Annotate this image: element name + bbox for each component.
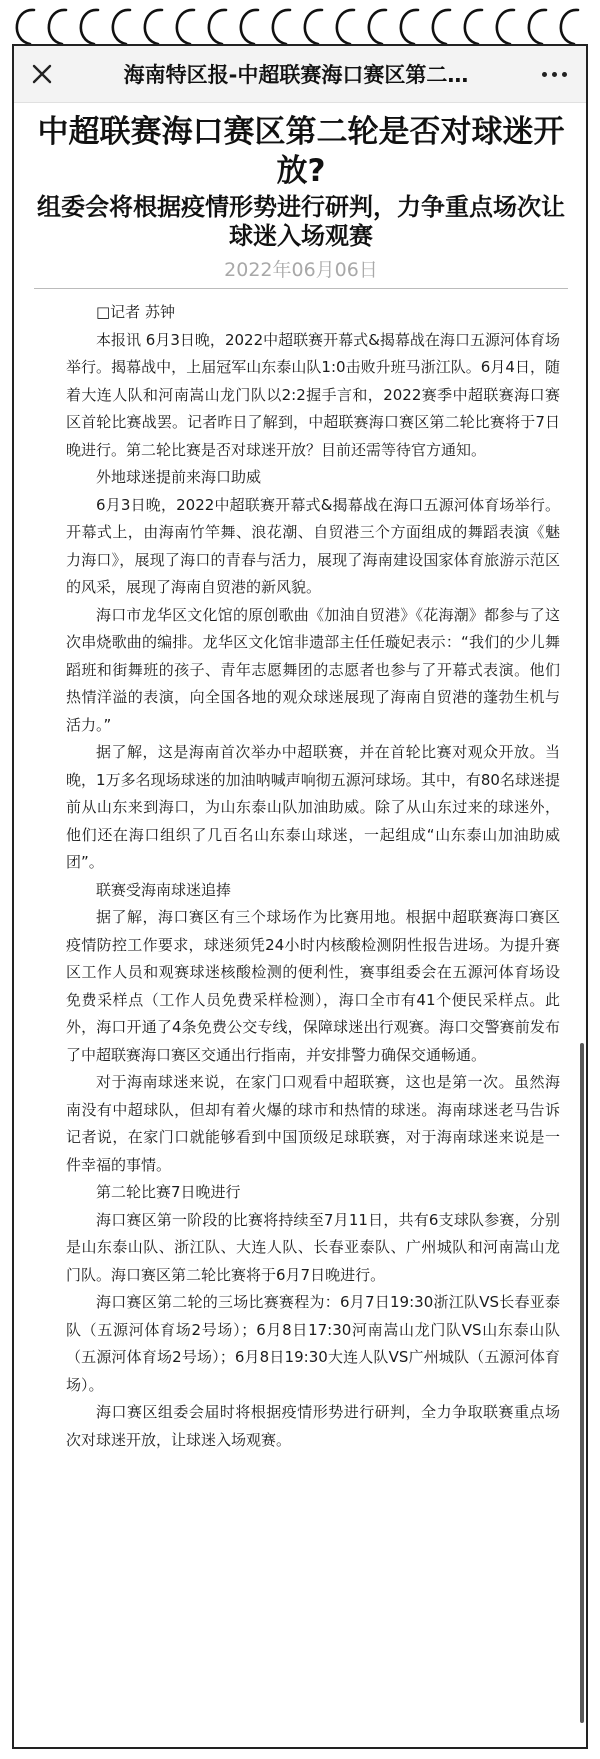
section-heading: 联赛受海南球迷追捧 [96, 880, 232, 899]
paragraph: 本报讯 6月3日晚，2022中超联赛开幕式&揭幕战在海口五源河体育场举行。揭幕战中，上届冠军山东泰山队1:0击败升班马浙江队。6月4日，随着大连人队和河南嵩山龙门队以2:2握手言和，2022赛季中超联赛海口赛区首轮比赛战罢。记者昨日了解到，中超联赛海口赛区第二轮比赛将于7日晚进行。第二轮比赛是否对球迷开放？目前还需等待官方通知。 [66, 330, 560, 459]
paragraph: 海口赛区第二轮的三场比赛赛程为：6月7日19:30浙江队VS长春亚泰队（五源河体育场2号场）；6月8日17:30河南嵩山龙门队VS山东泰山队（五源河体育场2号场）；6月8日19:30大连人队VS广州城队（五源河体育场）。 [66, 1293, 560, 1394]
close-button[interactable] [14, 46, 70, 102]
divider [34, 288, 568, 289]
more-options-button[interactable] [522, 46, 586, 102]
section-heading: 第二轮比赛7日晚进行 [96, 1183, 241, 1201]
paragraph: 据了解，海口赛区有三个球场作为比赛用地。根据中超联赛海口赛区疫情防控工作要求，球迷须凭24小时内核酸检测阴性报告进场。为提升赛区工作人员和观赛球迷核酸检测的便利性，赛事组委会在五源河体育场设免费采样点（工作人员免费采样检测），海口全市有41个便民采样点。此外，海口开通了4条免费公交专线，保障球迷出行观赛。海口交警赛前发布了中超联赛海口赛区交通出行指南，并安排警力确保交通畅通。 [66, 908, 560, 1064]
article-scroll-area[interactable] [14, 103, 586, 1748]
paragraph: 6月3日晚，2022中超联赛开幕式&揭幕战在海口五源河体育场举行。开幕式上，由海南竹竿舞、浪花潮、自贸港三个方面组成的舞蹈表演《魅力海口》，展现了海口的青春与活力，展现了海南建设国家体育旅游示范区的风采，展现了海南自贸港的新风貌。 [66, 495, 560, 596]
byline: □记者 苏钟 [96, 303, 175, 321]
top-nav-bar [14, 46, 586, 103]
scrollbar[interactable] [580, 1043, 584, 1723]
article-body [36, 299, 566, 1454]
paragraph: 海口赛区第一阶段的比赛将持续至7月11日，共有6支球队参赛，分别是山东泰山队、浙江队、大连人队、长春亚泰队、广州城队和河南嵩山龙门队。海口赛区第二轮比赛将于6月7日晚进行。 [66, 1210, 560, 1284]
article [14, 103, 586, 1454]
page-title: 海南特区报-中超联赛海口赛区第二… [123, 63, 469, 87]
paragraph: 海口市龙华区文化馆的原创歌曲《加油自贸港》《花海潮》都参与了这次串烧歌曲的编排。龙华区文化馆非遗部主任任璇妃表示：“我们的少儿舞蹈班和街舞班的孩子、青年志愿舞团的志愿者也参与了开幕式表演。他们热情洋溢的表演，向全国各地的观众球迷展现了海南自贸港的蓬勃生机与活力。” [66, 605, 560, 734]
paragraph: 对于海南球迷来说，在家门口观看中超联赛，这也是第一次。虽然海南没有中超球队，但却有着火爆的球市和热情的球迷。海南球迷老马告诉记者说，在家门口就能够看到中国顶级足球联赛，对于海南球迷来说是一件幸福的事情。 [66, 1073, 560, 1174]
publish-date: 2022年06月06日 [224, 259, 378, 281]
article-subhead: 组委会将根据疫情形势进行研判，力争重点场次让球迷入场观赛 [37, 193, 565, 250]
article-card [12, 44, 588, 1749]
paragraph: 海口赛区组委会届时将根据疫情形势进行研判，全力争取联赛重点场次对球迷开放，让球迷入场观赛。 [66, 1403, 560, 1449]
more-options-icon [542, 72, 567, 77]
section-heading: 外地球迷提前来海口助威 [96, 468, 262, 486]
close-icon [31, 63, 53, 85]
article-headline: 中超联赛海口赛区第二轮是否对球迷开放? [37, 114, 565, 189]
paragraph: 据了解，这是海南首次举办中超联赛，并在首轮比赛对观众开放。当晚，1万多名现场球迷的加油呐喊声响彻五源河球场。其中，有80名球迷提前从山东来到海口，为山东泰山队加油助威。除了从山东过来的球迷外，他们还在海口组织了几百名山东泰山球迷，一起组成“山东泰山加油助威团”。 [66, 743, 560, 871]
